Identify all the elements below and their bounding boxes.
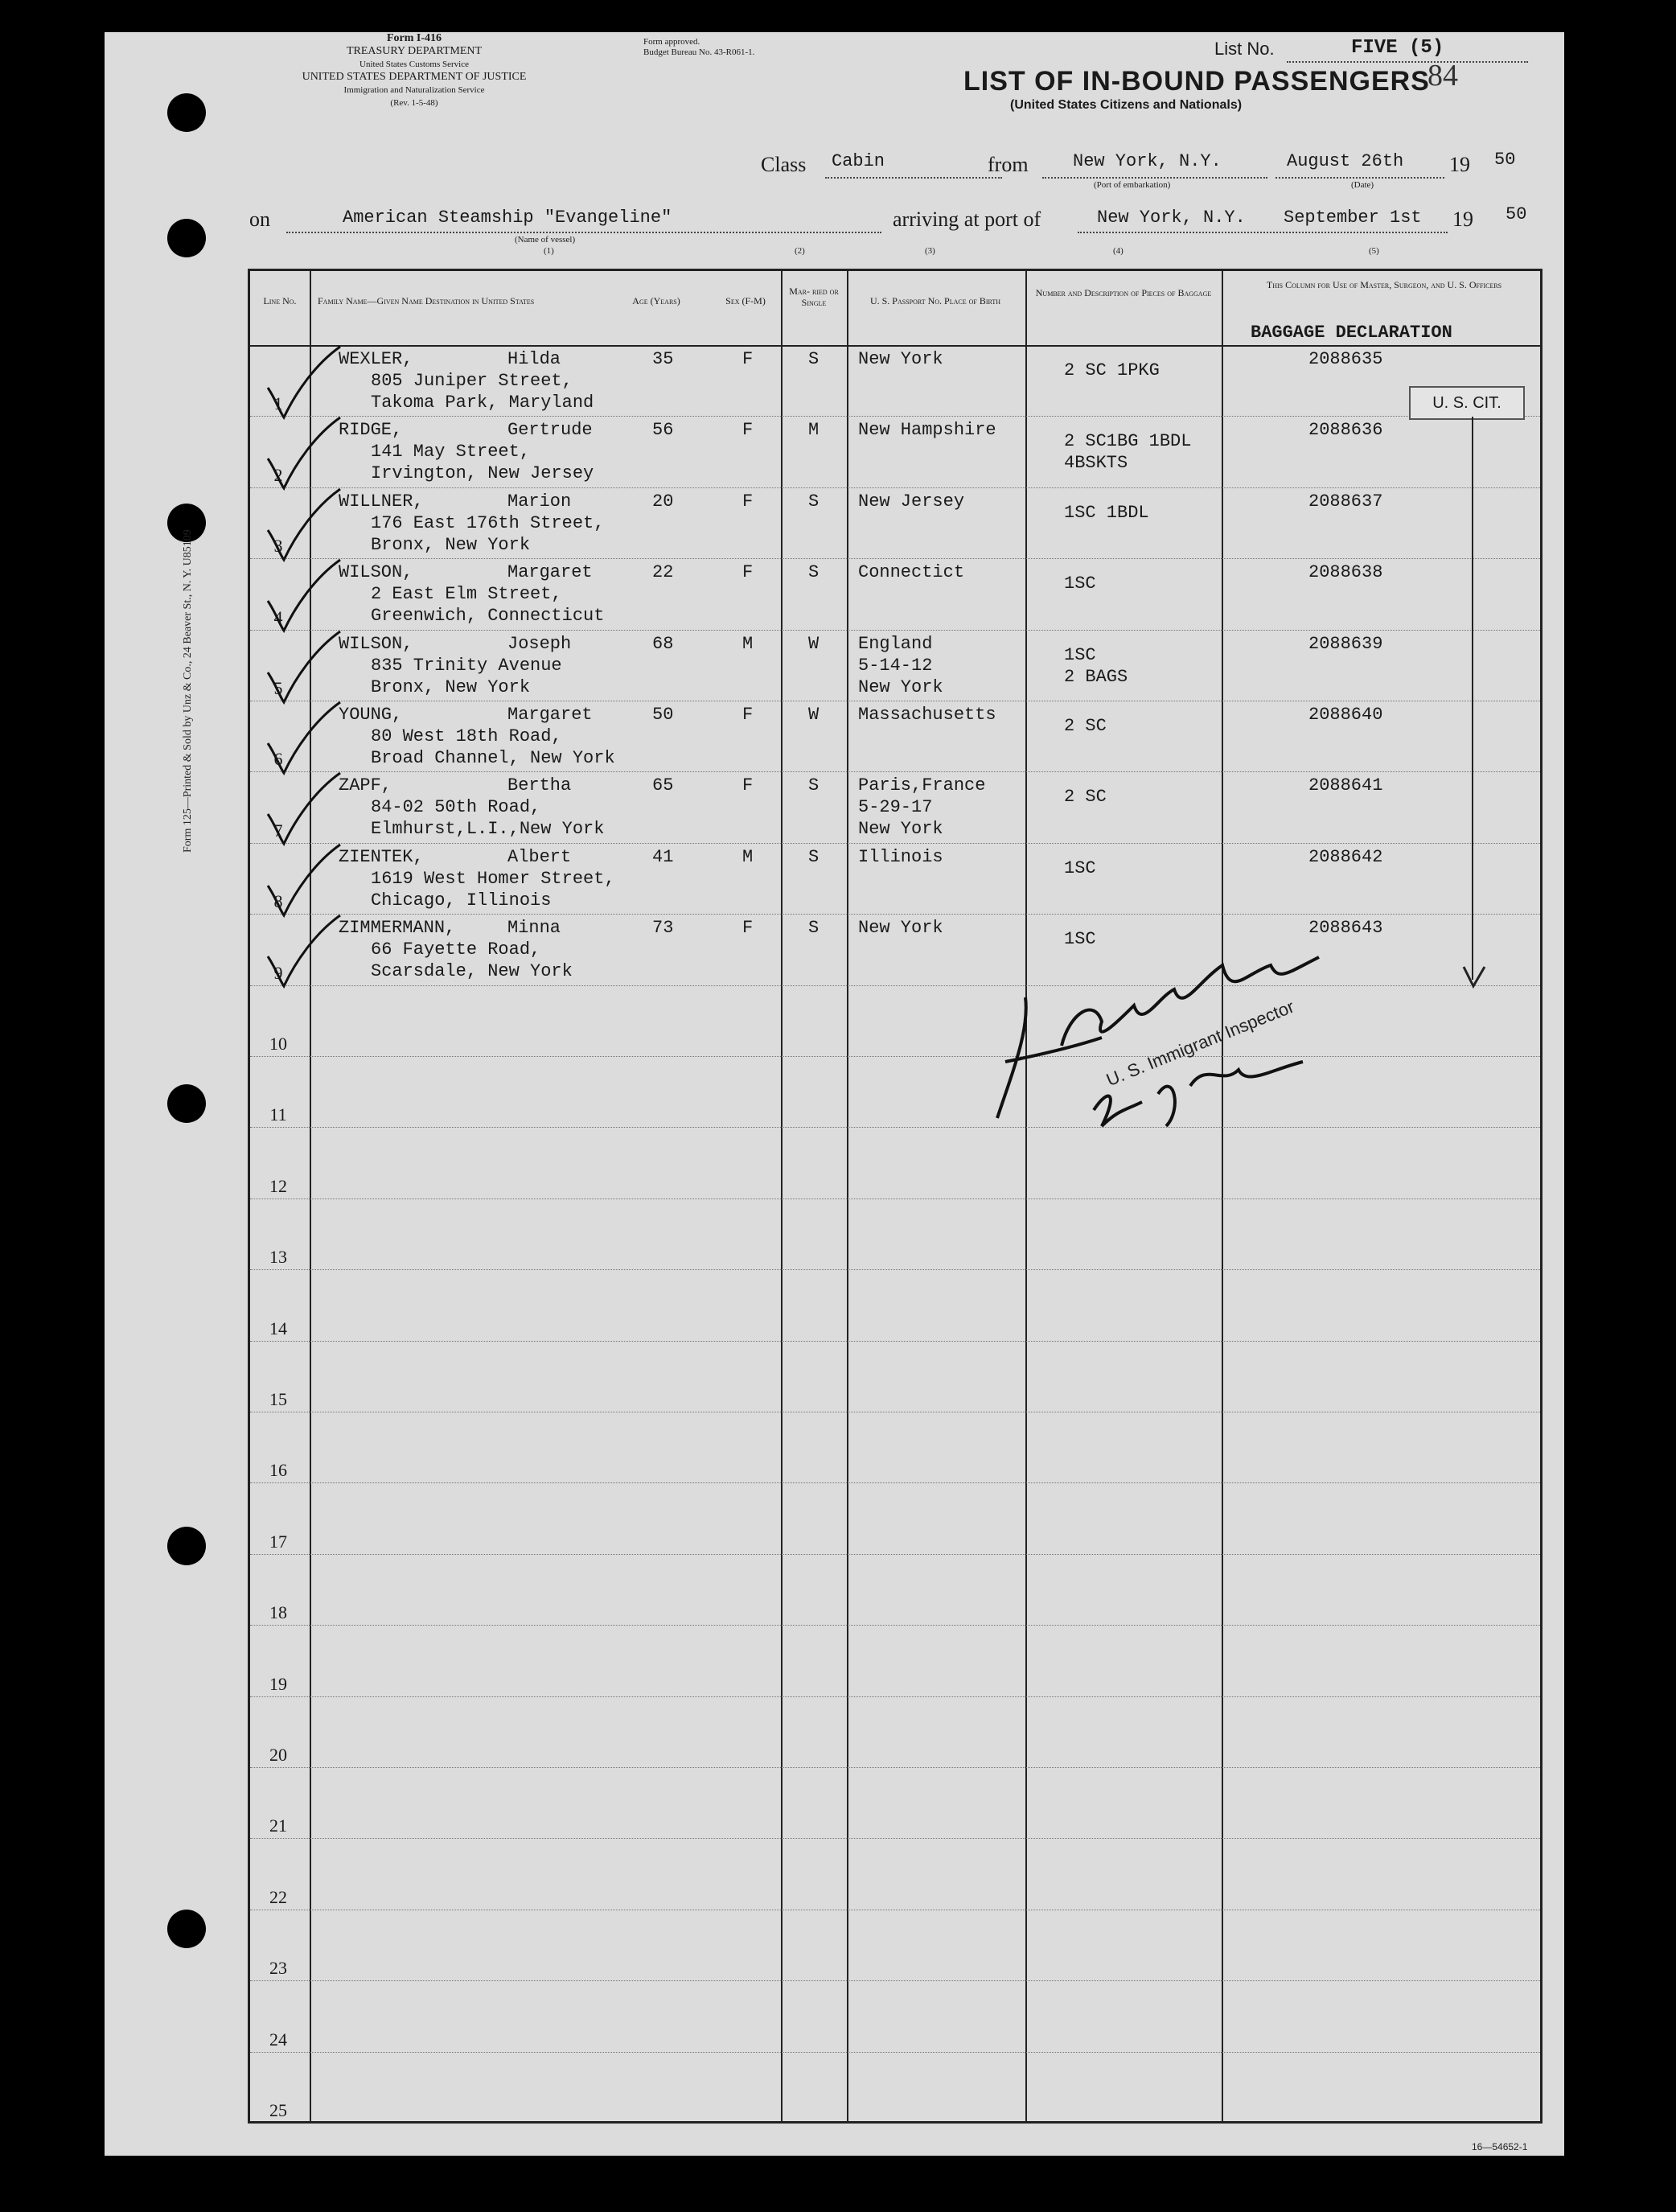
col-head-married: Mar- ried or Single — [789, 286, 839, 308]
approval-line-2: Budget Bureau No. 43-R061-1. — [643, 47, 755, 57]
declaration-number: 2088638 — [1308, 562, 1383, 583]
address-line-2: Takoma Park, Maryland — [371, 393, 594, 413]
treasury-dept: TREASURY DEPARTMENT — [346, 45, 483, 57]
check-mark-icon — [260, 343, 348, 424]
line-number: 13 — [269, 1247, 287, 1268]
row-rule — [250, 2052, 1540, 2053]
baggage: 1SC 1BDL — [1064, 502, 1149, 523]
row-rule — [250, 1980, 1540, 1981]
address-line-1: 805 Juniper Street, — [371, 371, 573, 391]
given-name: Hilda — [507, 349, 561, 369]
passenger-row — [250, 775, 1540, 845]
row-rule — [250, 1554, 1540, 1555]
address-line-1: 2 East Elm Street, — [371, 584, 562, 605]
binder-hole — [167, 1084, 206, 1123]
from-caption: (Port of embarkation) — [1094, 180, 1171, 190]
line-number: 16 — [269, 1460, 287, 1481]
binder-hole — [167, 93, 206, 132]
declaration-number: 2088643 — [1308, 918, 1383, 939]
given-name: Margaret — [507, 562, 593, 583]
address-line-1: 80 West 18th Road, — [371, 726, 562, 746]
given-name: Gertrude — [507, 420, 593, 441]
check-mark-icon — [260, 912, 348, 993]
col-head-passport: U. S. Passport No. Place of Birth — [869, 295, 1001, 306]
marital-status: W — [808, 633, 820, 654]
binder-hole — [167, 1527, 206, 1565]
address-line-1: 84-02 50th Road, — [371, 797, 541, 818]
from-label: from — [988, 153, 1029, 176]
col-head-name: Family Name—Given Name Destination in United States — [318, 295, 535, 306]
bracket-line — [1472, 417, 1473, 980]
baggage: 2 SC — [1064, 787, 1107, 808]
row-rule — [250, 1767, 1540, 1768]
date-underline — [1275, 177, 1444, 179]
marital-status: S — [808, 918, 820, 939]
marital-status: W — [808, 705, 820, 725]
address-line-2: Bronx, New York — [371, 534, 531, 555]
ins-service: Immigration and Naturalization Service — [343, 85, 485, 95]
declaration-number: 2088640 — [1308, 705, 1383, 725]
passenger-row — [250, 633, 1540, 704]
passenger-row — [250, 846, 1540, 917]
check-mark-icon — [260, 486, 348, 566]
arrival-year-prefix: 19 — [1452, 208, 1473, 231]
check-mark-icon — [260, 770, 348, 850]
line-number: 23 — [269, 1958, 287, 1979]
birth-line-3: New York — [858, 676, 943, 697]
col-head-baggage: Number and Description of Pieces of Baggage — [1035, 287, 1212, 298]
footer-code: 16—54652-1 — [1472, 2141, 1528, 2152]
line-number: 11 — [269, 1104, 287, 1125]
birth-place: New Hampshire — [858, 420, 996, 441]
check-mark-icon — [260, 414, 348, 495]
header-divider — [250, 345, 1540, 347]
row-rule — [250, 1625, 1540, 1626]
surname: ZIMMERMANN, — [339, 918, 456, 939]
birth-line-3: New York — [858, 819, 943, 840]
address-line-2: Broad Channel, New York — [371, 748, 615, 768]
page-title: LIST OF IN-BOUND PASSENGERS — [963, 66, 1430, 97]
list-no-label: List No. — [1214, 39, 1275, 59]
birth-date: 5-29-17 — [858, 797, 933, 818]
inspector-stamp: U. S. Immigrant Inspector — [1103, 996, 1297, 1091]
line-number: 1 — [273, 393, 283, 414]
passenger-row — [250, 419, 1540, 490]
sex: F — [742, 918, 754, 939]
baggage: 2 SC1BG 1BDL — [1064, 431, 1192, 452]
class-value: Cabin — [832, 151, 885, 171]
birth-place: New Jersey — [858, 491, 965, 512]
address-line-2: Bronx, New York — [371, 676, 531, 697]
marital-status: S — [808, 775, 820, 796]
age: 35 — [652, 349, 674, 369]
col-marker-2: (2) — [795, 246, 805, 256]
row-rule — [250, 1838, 1540, 1839]
approval-block — [643, 37, 754, 58]
declaration-number: 2088641 — [1308, 775, 1383, 796]
surname: WILLNER, — [339, 491, 424, 512]
form-issuer-block — [241, 32, 587, 109]
baggage: 1SC — [1064, 857, 1096, 878]
from-value: New York, N.Y. — [1073, 151, 1222, 171]
sex: F — [742, 349, 754, 369]
vessel-underline — [286, 232, 881, 233]
sex: F — [742, 705, 754, 725]
line-number: 25 — [269, 2100, 287, 2120]
declaration-number: 2088636 — [1308, 420, 1383, 441]
passenger-row — [250, 561, 1540, 632]
on-label: on — [249, 208, 270, 231]
surname: RIDGE, — [339, 420, 403, 441]
given-name: Minna — [507, 918, 561, 939]
passenger-row — [250, 704, 1540, 775]
sex: F — [742, 420, 754, 441]
form-number: Form I-416 — [386, 32, 442, 44]
address-line-1: 66 Fayette Road, — [371, 939, 541, 960]
line-number: 7 — [273, 820, 283, 841]
from-underline — [1042, 177, 1267, 179]
birth-date: 5-14-12 — [858, 655, 933, 676]
row-rule — [250, 1341, 1540, 1342]
class-label: Class — [761, 153, 807, 176]
age: 56 — [652, 420, 674, 441]
birth-place: England — [858, 633, 933, 654]
line-number: 8 — [273, 891, 283, 912]
given-name: Marion — [507, 491, 572, 512]
row-rule — [250, 1269, 1540, 1270]
justice-dept: UNITED STATES DEPARTMENT OF JUSTICE — [302, 71, 527, 83]
marital-status: M — [808, 420, 820, 441]
line-number: 20 — [269, 1745, 287, 1765]
address-line-2: Chicago, Illinois — [371, 890, 552, 911]
list-no-value: FIVE (5) — [1351, 37, 1444, 59]
declaration-number: 2088639 — [1308, 633, 1383, 654]
date-value: August 26th — [1287, 151, 1404, 171]
address-line-2: Scarsdale, New York — [371, 961, 573, 982]
line-number: 12 — [269, 1175, 287, 1196]
surname: WILSON, — [339, 633, 413, 654]
line-number: 19 — [269, 1673, 287, 1694]
address-line-2: Greenwich, Connecticut — [371, 606, 605, 627]
line-number: 24 — [269, 2029, 287, 2050]
list-no-underline — [1287, 61, 1528, 63]
surname: ZAPF, — [339, 775, 392, 796]
declaration-number: 2088637 — [1308, 491, 1383, 512]
line-number: 6 — [273, 749, 283, 770]
binder-hole — [167, 219, 206, 257]
marital-status: S — [808, 491, 820, 512]
address-line-2: Irvington, New Jersey — [371, 463, 594, 484]
sex: M — [742, 633, 754, 654]
passenger-row — [250, 491, 1540, 561]
line-number: 5 — [273, 678, 283, 698]
arrival-year: 50 — [1506, 204, 1527, 224]
baggage: 2 SC 1PKG — [1064, 360, 1160, 380]
passenger-table — [248, 269, 1542, 2124]
col-head-officers: This Column for Use of Master, Surgeon, and U. S. Officers — [1266, 279, 1502, 290]
age: 41 — [652, 846, 674, 867]
birth-place: New York — [858, 918, 943, 939]
revision: (Rev. 1-5-48) — [390, 98, 438, 108]
check-mark-icon — [260, 699, 348, 779]
class-underline — [825, 177, 1002, 179]
declaration-number: 2088642 — [1308, 846, 1383, 867]
year-value: 50 — [1494, 150, 1516, 170]
given-name: Albert — [507, 846, 572, 867]
customs-service: United States Customs Service — [359, 60, 469, 69]
given-name: Joseph — [507, 633, 572, 654]
check-mark-icon — [260, 557, 348, 637]
arrival-port: New York, N.Y. — [1097, 208, 1246, 228]
marital-status: S — [808, 349, 820, 369]
birth-place: Massachusetts — [858, 705, 996, 725]
marital-status: S — [808, 846, 820, 867]
surname: ZIENTEK, — [339, 846, 424, 867]
age: 68 — [652, 633, 674, 654]
sex: F — [742, 491, 754, 512]
sex: F — [742, 775, 754, 796]
sex: M — [742, 846, 754, 867]
address-line-1: 176 East 176th Street, — [371, 512, 605, 533]
baggage-declaration-title: BAGGAGE DECLARATION — [1251, 323, 1452, 343]
address-line-1: 1619 West Homer Street, — [371, 868, 615, 889]
col-head-sex: Sex (F-M) — [725, 295, 766, 306]
passenger-row — [250, 348, 1540, 419]
birth-place: Connectict — [858, 562, 965, 583]
given-name: Margaret — [507, 705, 593, 725]
arrival-underline — [1078, 232, 1448, 233]
us-citizen-stamp: U. S. CIT. — [1409, 386, 1525, 420]
col-head-age: Age (Years) — [632, 295, 680, 306]
line-number: 21 — [269, 1815, 287, 1836]
age: 73 — [652, 918, 674, 939]
birth-place: New York — [858, 349, 943, 369]
baggage-extra: 2 BAGS — [1064, 666, 1128, 687]
baggage-extra: 4BSKTS — [1064, 453, 1128, 474]
col-marker-4: (4) — [1113, 246, 1123, 256]
check-mark-icon — [260, 628, 348, 709]
age: 22 — [652, 562, 674, 583]
line-number: 4 — [273, 606, 283, 627]
address-line-1: 141 May Street, — [371, 442, 531, 463]
arrow-head-icon — [1460, 964, 1489, 993]
age: 65 — [652, 775, 674, 796]
col-head-line: Line No. — [263, 295, 297, 306]
line-number: 15 — [269, 1389, 287, 1409]
page-subtitle: (United States Citizens and Nationals) — [1010, 98, 1243, 112]
row-rule — [250, 1696, 1540, 1697]
line-number: 2 — [273, 464, 283, 485]
baggage: 1SC — [1064, 574, 1096, 594]
binder-hole — [167, 1910, 206, 1948]
baggage: 2 SC — [1064, 716, 1107, 736]
line-number: 3 — [273, 536, 283, 557]
line-number: 17 — [269, 1531, 287, 1552]
line-number: 14 — [269, 1318, 287, 1338]
printer-imprint: Form 125—Printed & Sold by Unz & Co., 24 Beaver St., N. Y. U85109 — [182, 529, 194, 853]
check-mark-icon — [260, 841, 348, 922]
age: 20 — [652, 491, 674, 512]
vessel-value: American Steamship "Evangeline" — [343, 208, 672, 228]
baggage: 1SC — [1064, 644, 1096, 665]
year-prefix: 19 — [1449, 153, 1470, 176]
arriving-label: arriving at port of — [893, 208, 1041, 231]
surname: WILSON, — [339, 562, 413, 583]
birth-place: Paris,France — [858, 775, 986, 796]
page-number: 84 — [1427, 59, 1458, 93]
declaration-number: 2088635 — [1308, 349, 1383, 369]
line-number: 22 — [269, 1886, 287, 1907]
line-number: 9 — [273, 962, 283, 983]
row-rule — [250, 1482, 1540, 1483]
age: 50 — [652, 705, 674, 725]
baggage: 1SC — [1064, 929, 1096, 950]
vessel-caption: (Name of vessel) — [515, 235, 576, 245]
col-marker-1: (1) — [544, 246, 554, 256]
surname: YOUNG, — [339, 705, 403, 725]
col-marker-3: (3) — [925, 246, 935, 256]
given-name: Bertha — [507, 775, 572, 796]
address-line-1: 835 Trinity Avenue — [371, 655, 562, 676]
line-number: 18 — [269, 1602, 287, 1623]
address-line-2: Elmhurst,L.I.,New York — [371, 819, 605, 840]
birth-place: Illinois — [858, 846, 943, 867]
surname: WEXLER, — [339, 349, 413, 369]
approval-line-1: Form approved. — [643, 37, 700, 47]
marital-status: S — [808, 562, 820, 583]
arrival-date: September 1st — [1284, 208, 1422, 228]
sex: F — [742, 562, 754, 583]
col-marker-5: (5) — [1369, 246, 1379, 256]
date-caption: (Date) — [1351, 180, 1374, 190]
line-number: 10 — [269, 1034, 287, 1054]
